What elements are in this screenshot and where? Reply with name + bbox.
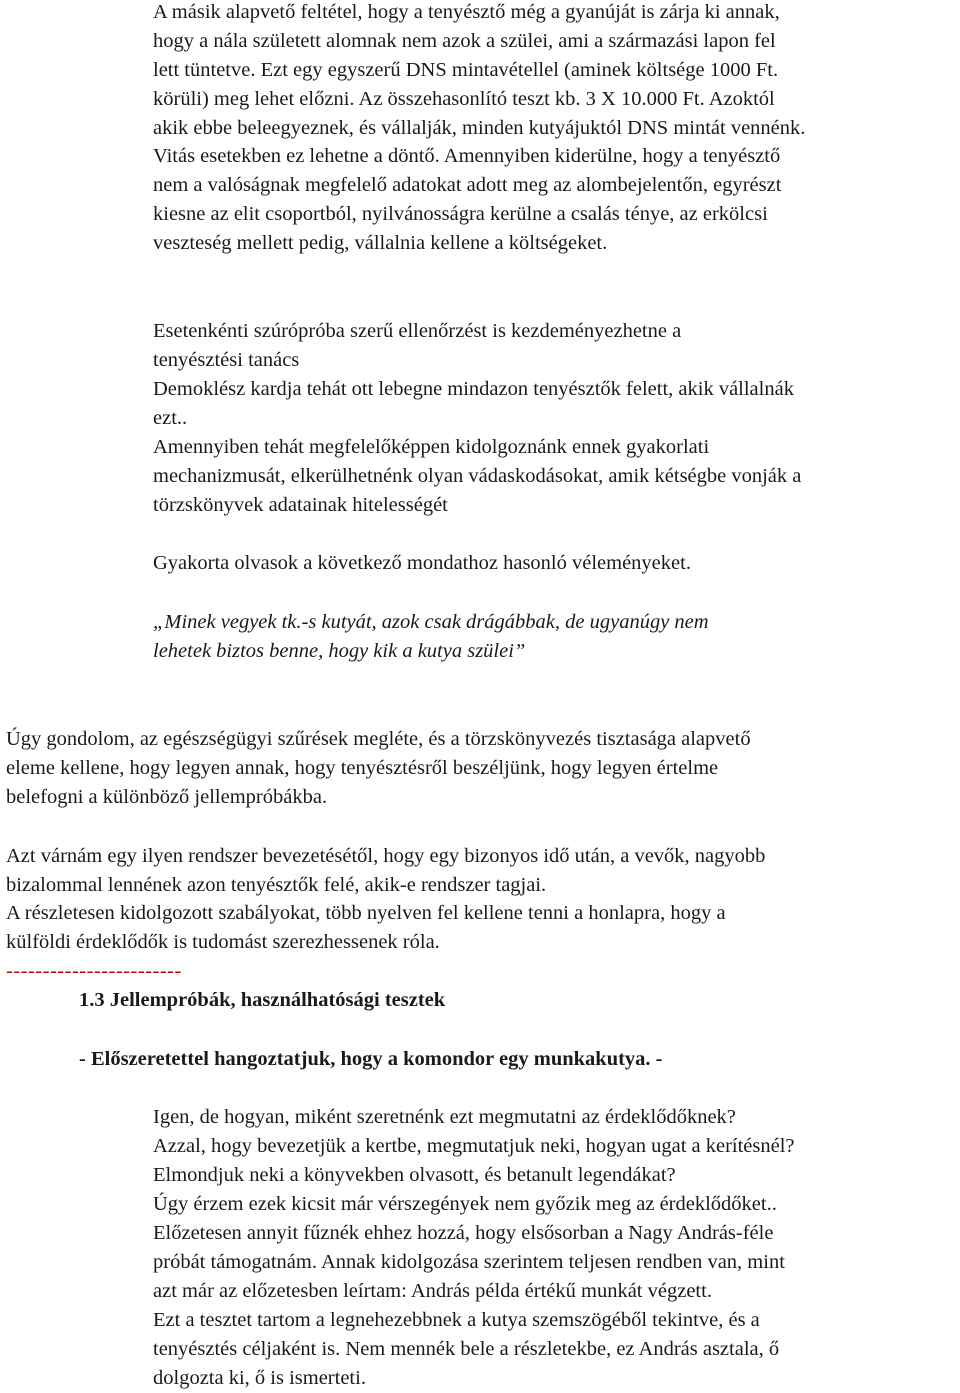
text-line: ezt.. bbox=[153, 407, 188, 429]
text-line: nem a valóságnak megfelelő adatokat adott meg az alombejelentőn, egyrészt bbox=[153, 174, 782, 196]
text-line: A részletesen kidolgozott szabályokat, több nyelven fel kellene tenni a honlapra, hogy a bbox=[6, 902, 726, 924]
text-line: Előzetesen annyit fűznék ehhez hozzá, hogy elsősorban a Nagy András-féle bbox=[153, 1222, 774, 1244]
text-line: törzskönyvek adatainak hitelességét bbox=[153, 494, 448, 516]
paragraph-opinion-intro: Gyakorta olvasok a következő mondathoz hasonló véleményeket. bbox=[153, 552, 691, 574]
text-line: dolgozta ki, ő is ismerteti. bbox=[153, 1367, 366, 1389]
text-line: Amennyiben tehát megfelelőképpen kidolgoznánk ennek gyakorlati bbox=[153, 436, 710, 458]
text-line: körüli) meg lehet előzni. Az összehasonlító teszt kb. 3 X 10.000 Ft. Azoktól bbox=[153, 88, 775, 110]
text-line: lett tüntetve. Ezt egy egyszerű DNS mintavétellel (aminek költsége 1000 Ft. bbox=[153, 59, 779, 81]
text-line: Elmondjuk neki a könyvekben olvasott, és betanult legendákat? bbox=[153, 1164, 676, 1186]
text-line: Demoklész kardja tehát ott lebegne mindazon tenyésztők felett, akik vállalnák bbox=[153, 378, 794, 400]
separator-dashes: ------------------------ bbox=[6, 960, 182, 982]
section-heading: 1.3 Jellempróbák, használhatósági tesztek bbox=[79, 989, 446, 1011]
text-line: próbát támogatnám. Annak kidolgozása szerintem teljesen rendben van, mint bbox=[153, 1251, 785, 1273]
quote-line: „Minek vegyek tk.-s kutyát, azok csak drágábbak, de ugyanúgy nem bbox=[153, 611, 709, 633]
section-subheading: - Előszeretettel hangoztatjuk, hogy a komondor egy munkakutya. - bbox=[79, 1048, 663, 1070]
text-line: A másik alapvető feltétel, hogy a tenyésztő még a gyanúját is zárja ki annak, bbox=[153, 1, 780, 23]
text-line: Ezt a tesztet tartom a legnehezebbnek a kutya szemszögéből tekintve, és a bbox=[153, 1309, 760, 1331]
text-line: veszteség mellett pedig, vállalnia kellene a költségeket. bbox=[153, 232, 608, 254]
text-line: tenyésztés céljaként is. Nem mennék bele a részletekbe, ez András asztala, ő bbox=[153, 1338, 780, 1360]
text-line: kiesne az elit csoportból, nyilvánosságra kerülne a csalás ténye, az erkölcsi bbox=[153, 203, 768, 225]
text-line: belefogni a különböző jellempróbákba. bbox=[6, 786, 328, 808]
text-line: Úgy gondolom, az egészségügyi szűrések megléte, és a törzskönyvezés tisztasága alapvető bbox=[6, 728, 751, 750]
quote-line: lehetek biztos benne, hogy kik a kutya szülei” bbox=[153, 640, 526, 662]
text-line: azt már az előzetesben leírtam: András példa értékű munkát végzett. bbox=[153, 1280, 712, 1302]
text-line: Igen, de hogyan, miként szeretnénk ezt megmutatni az érdeklődőknek? bbox=[153, 1106, 736, 1128]
text-line: bizalommal lennének azon tenyésztők felé, akik-e rendszer tagjai. bbox=[6, 874, 547, 896]
text-line: Esetenkénti szúrópróba szerű ellenőrzést is kezdeményezhetne a bbox=[153, 320, 682, 342]
text-line: Azt várnám egy ilyen rendszer bevezetésétől, hogy egy bizonyos idő után, a vevők, nagyobb bbox=[6, 845, 766, 867]
text-line: Úgy érzem ezek kicsit már vérszegények nem győzik meg az érdeklődőket.. bbox=[153, 1193, 777, 1215]
text-line: külföldi érdeklődők is tudomást szerezhessenek róla. bbox=[6, 931, 440, 953]
text-line: Vitás esetekben ez lehetne a döntő. Amennyiben kiderülne, hogy a tenyésztő bbox=[153, 145, 781, 167]
text-line: hogy a nála született alomnak nem azok a szülei, ami a származási lapon fel bbox=[153, 30, 776, 52]
text-line: Azzal, hogy bevezetjük a kertbe, megmutatjuk neki, hogyan ugat a kerítésnél? bbox=[153, 1135, 795, 1157]
text-line: eleme kellene, hogy legyen annak, hogy tenyésztésről beszéljünk, hogy legyen értelme bbox=[6, 757, 719, 779]
text-line: tenyésztési tanács bbox=[153, 349, 300, 371]
text-line: akik ebbe beleegyeznek, és vállalják, minden kutyájuktól DNS mintát vennénk. bbox=[153, 117, 806, 139]
text-line: mechanizmusát, elkerülhetnénk olyan vádaskodásokat, amik kétségbe vonják a bbox=[153, 465, 802, 487]
